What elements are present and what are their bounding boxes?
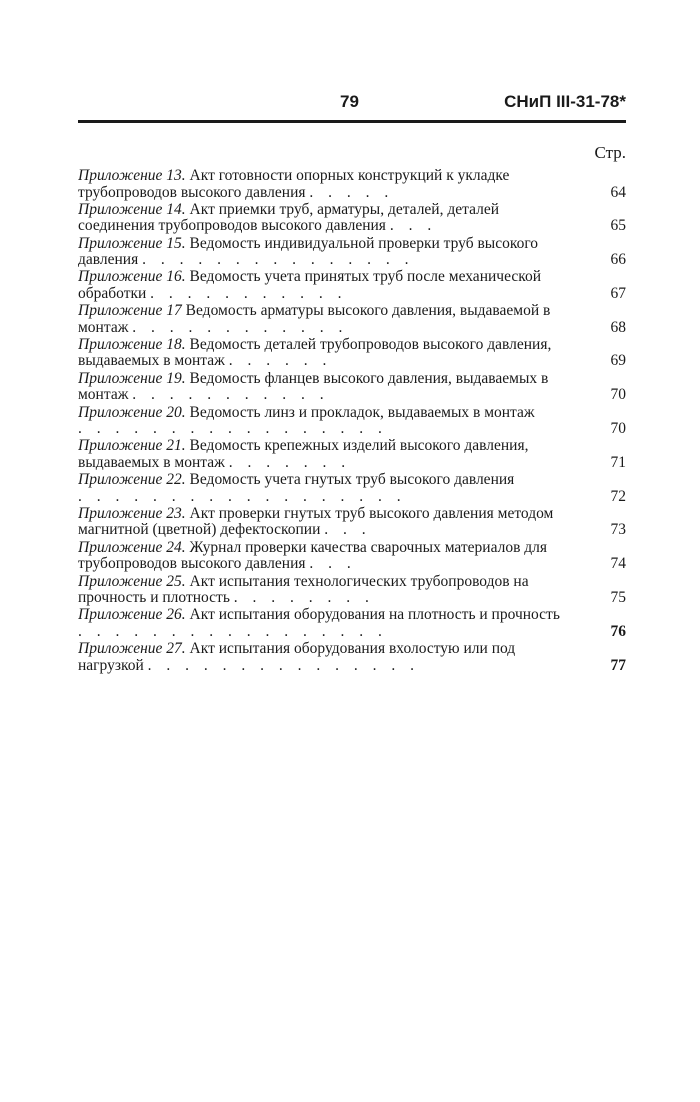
appendix-label: Приложение 22. <box>78 472 186 489</box>
dot-leader: . . . . . . . . . . . <box>132 386 330 404</box>
toc-page-ref: 77 <box>610 656 626 674</box>
dot-leader: . . . <box>309 555 357 573</box>
toc-entry-title <box>78 438 575 471</box>
toc-entry <box>78 236 626 270</box>
toc-entry <box>78 540 626 574</box>
toc-page-ref: 67 <box>610 284 626 302</box>
toc-entry-title <box>78 405 575 438</box>
toc-entry-title <box>78 303 575 336</box>
appendix-label: Приложение 26. <box>78 607 186 624</box>
toc-entry-text: Ведомость арматуры высокого давления, выдаваемой в монтаж <box>78 303 551 336</box>
toc-entry-title <box>78 168 575 201</box>
toc-page-ref: 70 <box>610 420 626 438</box>
dot-leader: . . . . . . . . . . . <box>150 284 348 302</box>
toc-page-ref: 76 <box>610 622 626 640</box>
toc-page-ref: 69 <box>610 352 626 370</box>
toc-entry <box>78 641 626 675</box>
toc-page-ref: 75 <box>610 589 626 607</box>
dot-leader: . . . . . . . . . . . . . . . <box>147 656 420 674</box>
dot-leader: . . . . . . . <box>228 453 351 471</box>
toc-entry-title <box>78 574 575 607</box>
toc-entry-title <box>78 337 575 370</box>
toc-entry <box>78 607 626 641</box>
toc-page-ref: 72 <box>610 487 626 505</box>
dot-leader: . . . . . . . . . . . . . . . . . <box>78 622 388 640</box>
toc-page-ref: 71 <box>610 453 626 471</box>
appendix-label: Приложение 15. <box>78 235 186 252</box>
toc-entry-title <box>78 506 575 539</box>
toc-page-ref: 66 <box>610 251 626 269</box>
toc-entry-title <box>78 472 575 505</box>
toc-entry-text: Ведомость учета принятых труб после механической обработки <box>78 269 542 302</box>
toc-entry-text: Акт приемки труб, арматуры, деталей, деталей соединения трубопроводов высокого давления <box>78 201 500 235</box>
toc-entry-title <box>78 202 575 235</box>
toc-entry <box>78 168 626 202</box>
toc-entry <box>78 472 626 506</box>
toc-entry-text: Ведомость крепежных изделий высокого давления, выдаваемых в монтаж <box>78 438 529 471</box>
toc-entry <box>78 337 626 371</box>
document-code: СНиП III-31-78* <box>504 92 626 111</box>
appendix-label: Приложение 24. <box>78 539 186 556</box>
toc-entry <box>78 405 626 439</box>
table-of-contents <box>78 168 626 675</box>
toc-entry-title <box>78 236 575 269</box>
dot-leader: . . . . . . . . <box>233 589 375 607</box>
dot-leader: . . . . . . . . . . . . . . . . . . <box>78 487 407 505</box>
toc-entry-text: Акт проверки гнутых труб высокого давления методом магнитной (цветной) дефектоскопии <box>78 505 554 539</box>
dot-leader: . . . <box>324 521 372 539</box>
appendix-label: Приложение 23. <box>78 505 186 522</box>
appendix-label: Приложение 13. <box>78 168 186 184</box>
appendix-label: Приложение 19. <box>78 370 186 387</box>
header-rule <box>78 120 626 123</box>
dot-leader: . . . . . <box>309 183 394 201</box>
dot-leader: . . . . . . . . . . . . <box>132 318 348 336</box>
toc-entry-title <box>78 641 575 674</box>
toc-entry <box>78 574 626 608</box>
toc-entry-text: Ведомость индивидуальной проверки труб высокого давления <box>78 235 539 269</box>
toc-entry-text: Акт испытания оборудования вхолостую или под нагрузкой <box>78 641 516 674</box>
toc-entry <box>78 269 626 303</box>
appendix-label: Приложение 17 <box>78 303 182 320</box>
toc-entry-title <box>78 269 575 302</box>
toc-page-ref: 68 <box>610 318 626 336</box>
toc-entry-text: Акт испытания оборудования на плотность и прочность <box>189 607 560 624</box>
appendix-label: Приложение 21. <box>78 438 186 455</box>
page-column-heading: Стр. <box>594 143 626 162</box>
appendix-label: Приложение 27. <box>78 641 186 658</box>
toc-entry-title <box>78 540 575 573</box>
toc-entry-text: Акт испытания технологических трубопроводов на прочность и плотность <box>78 573 529 607</box>
dot-leader: . . . . . . <box>228 352 332 370</box>
appendix-label: Приложение 18. <box>78 336 186 353</box>
toc-entry <box>78 371 626 405</box>
toc-entry-text: Ведомость линз и прокладок, выдаваемых в монтаж <box>189 404 535 421</box>
toc-entry-text: Ведомость учета гнутых труб высокого давления <box>189 472 515 489</box>
toc-entry <box>78 438 626 472</box>
appendix-label: Приложение 25. <box>78 573 186 590</box>
page-header <box>78 92 626 116</box>
appendix-label: Приложение 14. <box>78 201 186 218</box>
toc-page-ref: 73 <box>610 521 626 539</box>
dot-leader: . . . . . . . . . . . . . . . . . <box>78 420 388 438</box>
toc-entry <box>78 202 626 236</box>
toc-entry-title <box>78 607 575 640</box>
dot-leader: . . . . . . . . . . . . . . . <box>142 251 414 269</box>
toc-entry-text: Журнал проверки качества сварочных материалов для трубопроводов высокого давления <box>78 539 548 573</box>
toc-entry <box>78 303 626 337</box>
toc-page-ref: 70 <box>610 386 626 404</box>
toc-entry-text: Ведомость деталей трубопроводов высокого давления, выдаваемых в монтаж <box>78 336 552 370</box>
toc-entry-text: Ведомость фланцев высокого давления, выдаваемых в монтаж <box>78 370 549 404</box>
appendix-label: Приложение 20. <box>78 404 186 421</box>
toc-entry-text: Акт готовности опорных конструкций к укладке трубопроводов высокого давления <box>78 168 510 201</box>
toc-page-ref: 65 <box>610 217 626 235</box>
dot-leader: . . . <box>389 217 437 235</box>
toc-entry-title <box>78 371 575 404</box>
toc-page-ref: 64 <box>610 183 626 201</box>
toc-entry <box>78 506 626 540</box>
appendix-label: Приложение 16. <box>78 269 186 286</box>
toc-page-ref: 74 <box>610 555 626 573</box>
page-number: 79 <box>340 92 359 111</box>
